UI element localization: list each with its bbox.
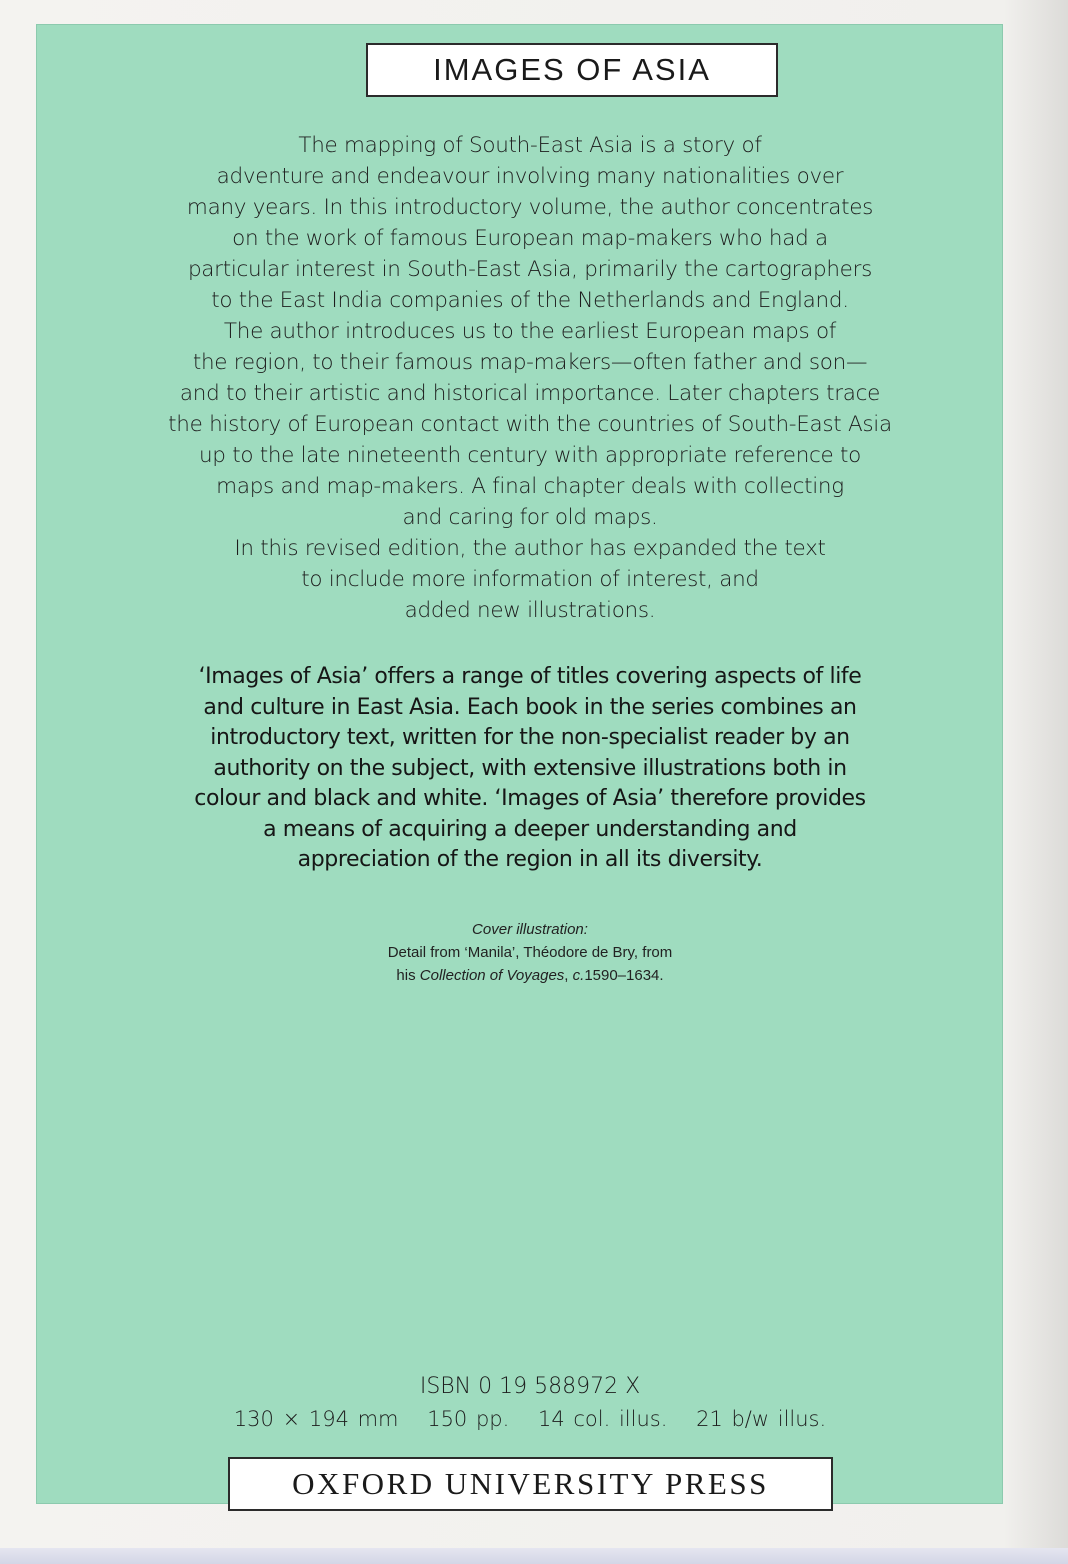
blurb-line: added new illustrations.	[404, 598, 656, 623]
blurb-line: to include more information of interest, and	[301, 567, 759, 592]
cover-note-work-title: Collection of Voyages	[419, 967, 565, 984]
publisher-box	[228, 1457, 833, 1511]
cover-note-line	[330, 964, 730, 987]
blurb-line: particular interest in South-East Asia, primarily the cartographers	[187, 257, 873, 282]
book-specs	[230, 1407, 830, 1431]
blurb-line: In this revised edition, the author has expanded the text	[234, 536, 826, 561]
series-line: ‘Images of Asia’ offers a range of titles covering aspects of life	[198, 664, 862, 689]
cover-note-line: Detail from ‘Manila’, Théodore de Bry, from	[387, 944, 673, 961]
series-title: IMAGES OF ASIA	[433, 52, 711, 87]
blurb-line: and to their artistic and historical importance. Later chapters trace	[179, 381, 881, 406]
blurb-line: adventure and endeavour involving many nationalities over	[216, 164, 844, 189]
cover-illustration-credit	[330, 918, 730, 987]
blurb-line: The author introduces us to the earliest European maps of	[223, 319, 837, 344]
cover-note-prefix: his	[396, 967, 420, 984]
publisher-name: OXFORD UNIVERSITY PRESS	[292, 1466, 769, 1501]
spec-colour-illustrations: 14 col. illus.	[537, 1407, 668, 1431]
blurb-line: the region, to their famous map-makers—often father and son—	[192, 350, 868, 375]
series-line: appreciation of the region in all its diversity.	[297, 847, 763, 872]
series-line: a means of acquiring a deeper understanding and	[263, 816, 797, 842]
series-line: introductory text, written for the non-specialist reader by an	[210, 725, 850, 750]
blurb-line: on the work of famous European map-makers who had a	[232, 226, 828, 251]
blurb-line: and caring for old maps.	[402, 505, 658, 530]
page-bottom-edge	[0, 1548, 1068, 1564]
cover-note-separator: ,	[564, 967, 573, 984]
book-blurb	[130, 130, 930, 626]
spec-dimensions: 130 × 194 mm	[233, 1407, 399, 1431]
blurb-line: to the East India companies of the Netherlands and England.	[211, 288, 849, 313]
series-line: authority on the subject, with extensive illustrations both in	[213, 755, 847, 781]
series-title-box	[366, 43, 778, 97]
spec-bw-illustrations: 21 b/w illus.	[696, 1407, 827, 1431]
blurb-line: The mapping of South-East Asia is a story of	[298, 133, 762, 158]
blurb-line: the history of European contact with the countries of South-East Asia	[168, 412, 892, 437]
blurb-line: many years. In this introductory volume, the author concentrates	[186, 195, 874, 220]
blurb-line: maps and map-makers. A final chapter deals with collecting	[216, 474, 844, 499]
isbn: ISBN 0 19 588972 X	[419, 1374, 641, 1399]
series-description	[130, 662, 930, 876]
series-line: and culture in East Asia. Each book in the series combines an	[203, 694, 857, 720]
cover-note-heading: Cover illustration:	[472, 921, 588, 938]
blurb-line: up to the late nineteenth century with appropriate reference to	[198, 443, 861, 468]
spec-pages: 150 pp.	[427, 1407, 510, 1431]
cover-note-circa: c.	[572, 967, 585, 984]
cover-note-years: 1590–1634.	[584, 967, 664, 984]
series-line: colour and black and white. ‘Images of Asia’ therefore provides	[194, 786, 866, 811]
